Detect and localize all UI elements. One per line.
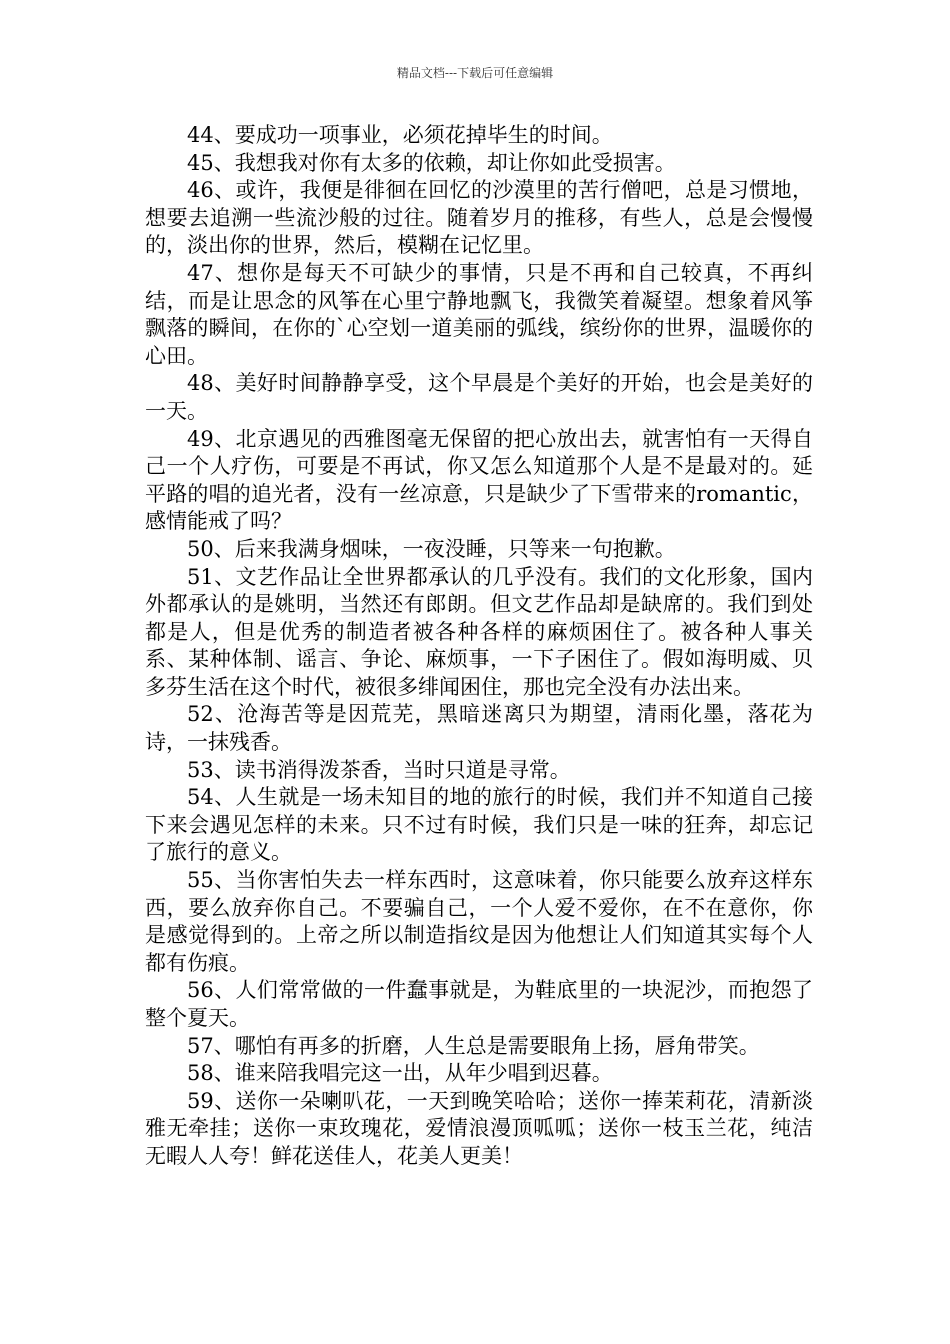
- paragraph-49: 49、北京遇见的西雅图毫无保留的把心放出去，就害怕有一天得自己一个人疗伤，可要是不再试，你又怎么知道那个人是不是最对的。延平路的唱的追光者，没有一丝凉意，只是缺少了下雪带来的romantic，感情能戒了吗？: [145, 426, 813, 534]
- page-header: 精品文档---下载后可任意编辑: [396, 66, 554, 80]
- document-body: [145, 122, 813, 1171]
- paragraph-59: 59、送你一朵喇叭花，一天到晚笑哈哈；送你一捧茉莉花，清新淡雅无牵挂；送你一束玫瑰花，爱情浪漫顶呱呱；送你一枝玉兰花，纯洁无暇人人夸！鲜花送佳人，花美人更美！: [145, 1088, 813, 1168]
- paragraph-48: 48、美好时间静静享受，这个早晨是个美好的开始，也会是美好的一天。: [145, 371, 813, 423]
- paragraph-44: 44、要成功一项事业，必须花掉毕生的时间。: [187, 123, 613, 147]
- paragraph-55: 55、当你害怕失去一样东西时，这意味着，你只能要么放弃这样东西，要么放弃你自己。不要骗自己，一个人爱不爱你，在不在意你，你是感觉得到的。上帝之所以制造指纹是因为他想让人们知道其实每个人都有伤痕。: [145, 868, 813, 975]
- paragraph-51: 51、文艺作品让全世界都承认的几乎没有。我们的文化形象，国内外都承认的是姚明，当然还有郎朗。但文艺作品却是缺席的。我们到处都是人，但是优秀的制造者被各种各样的麻烦困住了。被各种人事关系、某种体制、谣言、争论、麻烦事，一下子困住了。假如海明威、贝多芬生活在这个时代，被很多绯闻困住，那也完全没有办法出来。: [145, 564, 813, 699]
- paragraph-54: 54、人生就是一场未知目的地的旅行的时候，我们并不知道自己接下来会遇见怎样的未来。只不过有时候，我们只是一味的狂奔，却忘记了旅行的意义。: [145, 785, 813, 865]
- paragraph-58: 58、谁来陪我唱完这一出，从年少唱到迟暮。: [187, 1061, 613, 1086]
- paragraph-56: 56、人们常常做的一件蠢事就是，为鞋底里的一块泥沙，而抱怨了整个夏天。: [145, 978, 813, 1030]
- paragraph-57: 57、哪怕有再多的折磨，人生总是需要眼角上扬，唇角带笑。: [187, 1033, 760, 1058]
- paragraph-45: 45、我想我对你有太多的依赖，却让你如此受损害。: [187, 150, 676, 175]
- paragraph-46: 46、或许，我便是徘徊在回忆的沙漠里的苦行僧吧，总是习惯地，想要去追溯一些流沙般的过往。随着岁月的推移，有些人，总是会慢慢的，淡出你的世界，然后，模糊在记忆里。: [145, 178, 813, 258]
- paragraph-50: 50、后来我满身烟味，一夜没睡，只等来一句抱歉。: [187, 536, 676, 561]
- paragraph-52: 52、沧海苦等是因荒芜，黑暗迷离只为期望，清雨化墨，落花为诗，一抹残香。: [145, 702, 813, 755]
- paragraph-53: 53、读书消得泼茶香，当时只道是寻常。: [187, 757, 571, 782]
- paragraph-47: 47、想你是每天不可缺少的事情，只是不再和自己较真，不再纠结，而是让思念的风筝在心里宁静地飘飞，我微笑着凝望。想象着风筝飘落的瞬间，在你的`心空划一道美丽的弧线，缤纷你的世界，温暖你的心田。: [145, 260, 813, 368]
